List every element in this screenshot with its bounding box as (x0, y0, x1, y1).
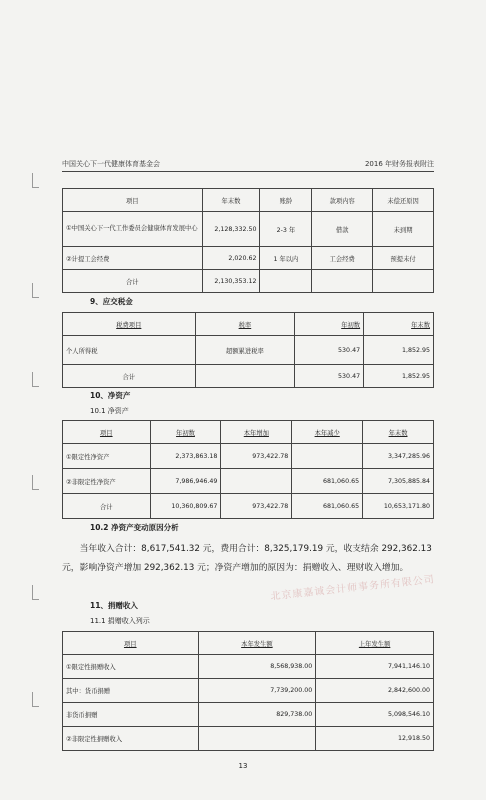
aging-cell: 2-3 年 (260, 212, 312, 247)
table-total-row (63, 270, 434, 293)
amount-cell: 2,128,332.50 (202, 212, 260, 247)
item-cell: 其中：货币捐赠 (63, 679, 199, 703)
header-cell (195, 313, 295, 336)
rate-cell: 超额累进税率 (195, 336, 295, 365)
header-text: 年初数 (341, 321, 361, 329)
amount-cell: 10,360,809.67 (150, 494, 221, 519)
taxes-table (62, 312, 434, 388)
amount-cell: 3,347,285.96 (363, 444, 434, 469)
table-header-row (63, 632, 434, 655)
amount-cell: 2,020.62 (202, 247, 260, 270)
amount-cell: 7,305,885.84 (363, 469, 434, 494)
amount-cell: 5,098,546.10 (316, 703, 434, 727)
amount-cell: 681,060.65 (292, 494, 363, 519)
content-cell (312, 270, 373, 293)
table-row (63, 727, 434, 751)
org-name: 中国关心下一代健康体育基金会 (62, 160, 160, 168)
header-rule (62, 171, 434, 172)
header-cell: 账龄 (260, 189, 312, 212)
item-cell: ①限定性净资产 (63, 444, 151, 469)
amount-cell: 973,422.78 (221, 494, 292, 519)
binder-mark (32, 372, 39, 387)
header-text: 税率 (238, 321, 252, 329)
amount-cell: 12,918.50 (316, 727, 434, 751)
reason-cell: 未到期 (373, 212, 434, 247)
header-text: 本年增加 (243, 429, 269, 437)
item-cell: 合计 (63, 494, 151, 519)
header-cell: 未偿还原因 (373, 189, 434, 212)
header-cell: 款项内容 (312, 189, 373, 212)
amount-cell: 681,060.65 (292, 469, 363, 494)
amount-cell (292, 444, 363, 469)
binder-mark (32, 283, 39, 298)
table-row (63, 247, 434, 270)
header-cell (363, 421, 434, 444)
header-cell (316, 632, 434, 655)
amount-cell: 2,842,600.00 (316, 679, 434, 703)
header-text: 本年减少 (314, 429, 340, 437)
header-cell (198, 632, 316, 655)
binder-mark (32, 475, 39, 490)
header-cell (150, 421, 221, 444)
amount-cell: 2,373,863.18 (150, 444, 221, 469)
amount-cell: 1,852.95 (364, 365, 434, 388)
donations-heading: 11、捐赠收入 (90, 601, 138, 610)
item-cell: 个人所得税 (63, 336, 196, 365)
table-header-row (63, 421, 434, 444)
amount-cell: 1,852.95 (364, 336, 434, 365)
amount-cell: 829,738.00 (198, 703, 316, 727)
header-cell (221, 421, 292, 444)
analysis-heading: 10.2 净资产变动原因分析 (90, 523, 179, 532)
header-text: 项目 (99, 429, 113, 437)
net-assets-heading: 10、净资产 (90, 391, 131, 400)
header-cell (63, 421, 151, 444)
net-assets-subheading: 10.1 净资产 (90, 407, 129, 415)
table-total-row (63, 494, 434, 519)
content-cell: 借款 (312, 212, 373, 247)
binder-mark (32, 585, 39, 600)
reason-cell: 预提未付 (373, 247, 434, 270)
page-number: 13 (238, 762, 248, 770)
header-text: 年末数 (411, 321, 430, 329)
taxes-heading: 9、应交税金 (90, 297, 133, 306)
aging-cell: 1 年以内 (260, 247, 312, 270)
header-text: 税费项目 (116, 321, 142, 329)
table-row (63, 655, 434, 679)
reason-cell (373, 270, 434, 293)
item-cell: 非货币捐赠 (63, 703, 199, 727)
table-header-row (63, 313, 434, 336)
table-row (63, 444, 434, 469)
table-row (63, 469, 434, 494)
donations-subheading: 11.1 捐赠收入列示 (90, 617, 150, 625)
amount-cell: 8,568,938.00 (198, 655, 316, 679)
rate-cell (195, 365, 295, 388)
amount-cell: 530.47 (295, 336, 364, 365)
header-text: 上年发生额 (358, 640, 391, 648)
item-cell: ①限定性捐赠收入 (63, 655, 199, 679)
amount-cell (221, 469, 292, 494)
item-cell: ②非限定性捐赠收入 (63, 727, 199, 751)
item-cell: ①中国关心下一代工作委员会健康体育发展中心 (63, 212, 203, 247)
analysis-paragraph: 当年收入合计：8,617,541.32 元，费用合计：8,325,179.19 元，收支结余 292,362.13 元，影响净资产增加 292,362.13 元；净资产增加的原因为：捐赠收入、理财收入增加。 (62, 544, 432, 573)
header-cell (292, 421, 363, 444)
table-row (63, 703, 434, 727)
amount-cell: 7,739,200.00 (198, 679, 316, 703)
net-assets-table (62, 420, 434, 519)
amount-cell (198, 727, 316, 751)
table-row (63, 679, 434, 703)
receivables-table (62, 188, 434, 293)
header-cell (63, 632, 199, 655)
item-cell: 合计 (63, 270, 203, 293)
table-header-row (63, 189, 434, 212)
binder-mark (32, 692, 39, 707)
aging-cell (260, 270, 312, 293)
item-cell: ②非限定性净资产 (63, 469, 151, 494)
item-cell: ②计提工会经费 (63, 247, 203, 270)
amount-cell: 2,130,353.12 (202, 270, 260, 293)
table-total-row (63, 365, 434, 388)
report-title: 2016 年财务报表附注 (364, 160, 434, 168)
header-text: 年末数 (388, 429, 408, 437)
header-cell: 项目 (63, 189, 203, 212)
company-stamp: 北京康嘉诚会计师事务所有限公司 (270, 574, 436, 603)
table-row (63, 212, 434, 247)
amount-cell: 10,653,171.80 (363, 494, 434, 519)
header-text: 本年发生额 (241, 640, 273, 648)
donations-table (62, 631, 434, 751)
table-row (63, 336, 434, 365)
amount-cell: 973,422.78 (221, 444, 292, 469)
header-text: 项目 (123, 640, 137, 648)
amount-cell: 7,986,946.49 (150, 469, 221, 494)
header-text: 年初数 (176, 429, 195, 437)
binder-mark (32, 173, 39, 188)
header-cell (364, 313, 434, 336)
item-cell: 合计 (63, 365, 196, 388)
amount-cell: 7,941,146.10 (316, 655, 434, 679)
amount-cell: 530.47 (295, 365, 364, 388)
content-cell: 工会经费 (312, 247, 373, 270)
header-cell (295, 313, 364, 336)
header-cell (63, 313, 196, 336)
header-cell: 年末数 (202, 189, 260, 212)
